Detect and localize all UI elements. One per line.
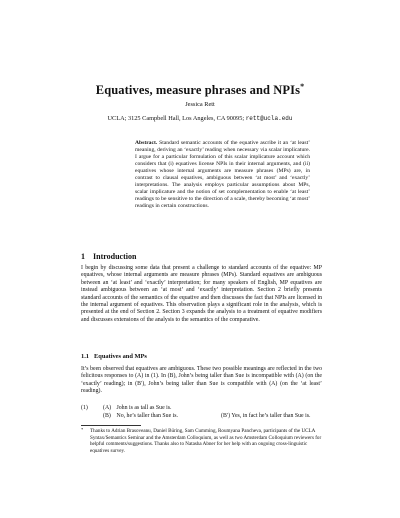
subsection-number: 1.1	[81, 353, 89, 360]
author-name: Jessica Rett	[185, 101, 215, 108]
mps-paragraph: It’s been observed that equatives are ambiguous. These two possible meanings are reflected in the two felicitous responses to (A) in (1). In (B), John’s being taller than Sue is incompatible with (A) (on the ‘exactly’ reading); in (B′), John’s being taller than Sue is compatible with (A) (on the ‘at least’ reading).	[81, 366, 322, 395]
abstract-text: Standard semantic accounts of the equative ascribe it an ‘at least’ meaning, deriving an ‘exactly’ reading when necessary via scalar implicature. I argue for a particular formulation of this scalar implicature account which considers that (i) equatives license NPIs in their internal arguments, and (ii) equatives whose internal arguments are measure phrases (MPs) are, in contrast to clausal equatives, ambiguous between ‘at most’ and ‘exactly’ interpretations. The analysis employs particular assumptions about MPs, scalar implicature and the notion of set complementation to enable ‘at least’ readings to be sensitive to the direction of a scale, thereby becoming ‘at most’ readings in certain constructions.	[135, 140, 310, 209]
paper-title-text: Equatives, measure phrases and NPIs	[95, 83, 301, 98]
section-title: Introduction	[93, 252, 137, 261]
example-b-label: (B)	[103, 412, 111, 419]
paper-title	[0, 82, 400, 98]
footnote-mark: *	[81, 427, 84, 432]
example-line-a	[103, 405, 322, 413]
affiliation	[0, 115, 400, 122]
example-a-text: John is as tall as Sue is.	[116, 405, 172, 411]
affiliation-address: UCLA; 3125 Campbell Hall, Los Angeles, CA 90095;	[107, 115, 245, 122]
example-b2-label: (B′)	[221, 412, 231, 419]
abstract	[135, 140, 310, 210]
author-email: rett@ucla.edu	[245, 115, 293, 122]
subsection-title: Equatives and MPs	[94, 353, 147, 360]
footnote-text: Thanks to Adrian Brasoveanu, Daniel Büring, Sam Cumming, Roumyana Pancheva, participants of the UCLA Syntax/Semantics Seminar and the Amsterdam Colloquium, as well as two Amsterdam Colloquium reviewers for helpful comments/suggestions. Thanks also to Natasha Abner for her help with an ongoing cross-linguistic equatives survey.	[90, 428, 322, 454]
example-1	[81, 405, 322, 420]
example-a-label: (A)	[103, 405, 112, 411]
example-b2-text: Yes, in fact he’s taller than Sue is.	[231, 412, 311, 419]
example-line-b	[103, 413, 322, 421]
section-number: 1	[81, 252, 85, 261]
section-heading	[81, 252, 136, 261]
example-number: (1)	[81, 405, 88, 411]
example-b-text: No, he’s taller than Sue is.	[116, 412, 178, 419]
title-footnote-mark: *	[300, 82, 305, 91]
intro-paragraph: I begin by discussing some data that present a challenge to standard accounts of the equative: MP equatives, whose internal arguments are measure phrases (MPs). Standard equatives are ambiguous between an ‘at least’ and ‘exactly’ interpretation; for many speakers of English, MP equatives are instead ambiguous between an ‘at most’ and ‘exactly’ interpretation. Section 2 briefly presents standard accounts of the semantics of the equative and then discusses the fact that NPIs are licensed in the internal argument of equatives. This observation plays a significant role in the analysis, which is presented at the end of Section 2. Section 3 expands the analysis to a treatment of equative modifiers and discusses extensions of the analysis to the semantics of the comparative.	[81, 265, 322, 323]
footnote-rule	[81, 425, 141, 426]
example-b2	[221, 413, 310, 421]
subsection-heading	[81, 353, 147, 360]
footnote	[81, 428, 322, 454]
abstract-label: Abstract.	[135, 140, 158, 146]
